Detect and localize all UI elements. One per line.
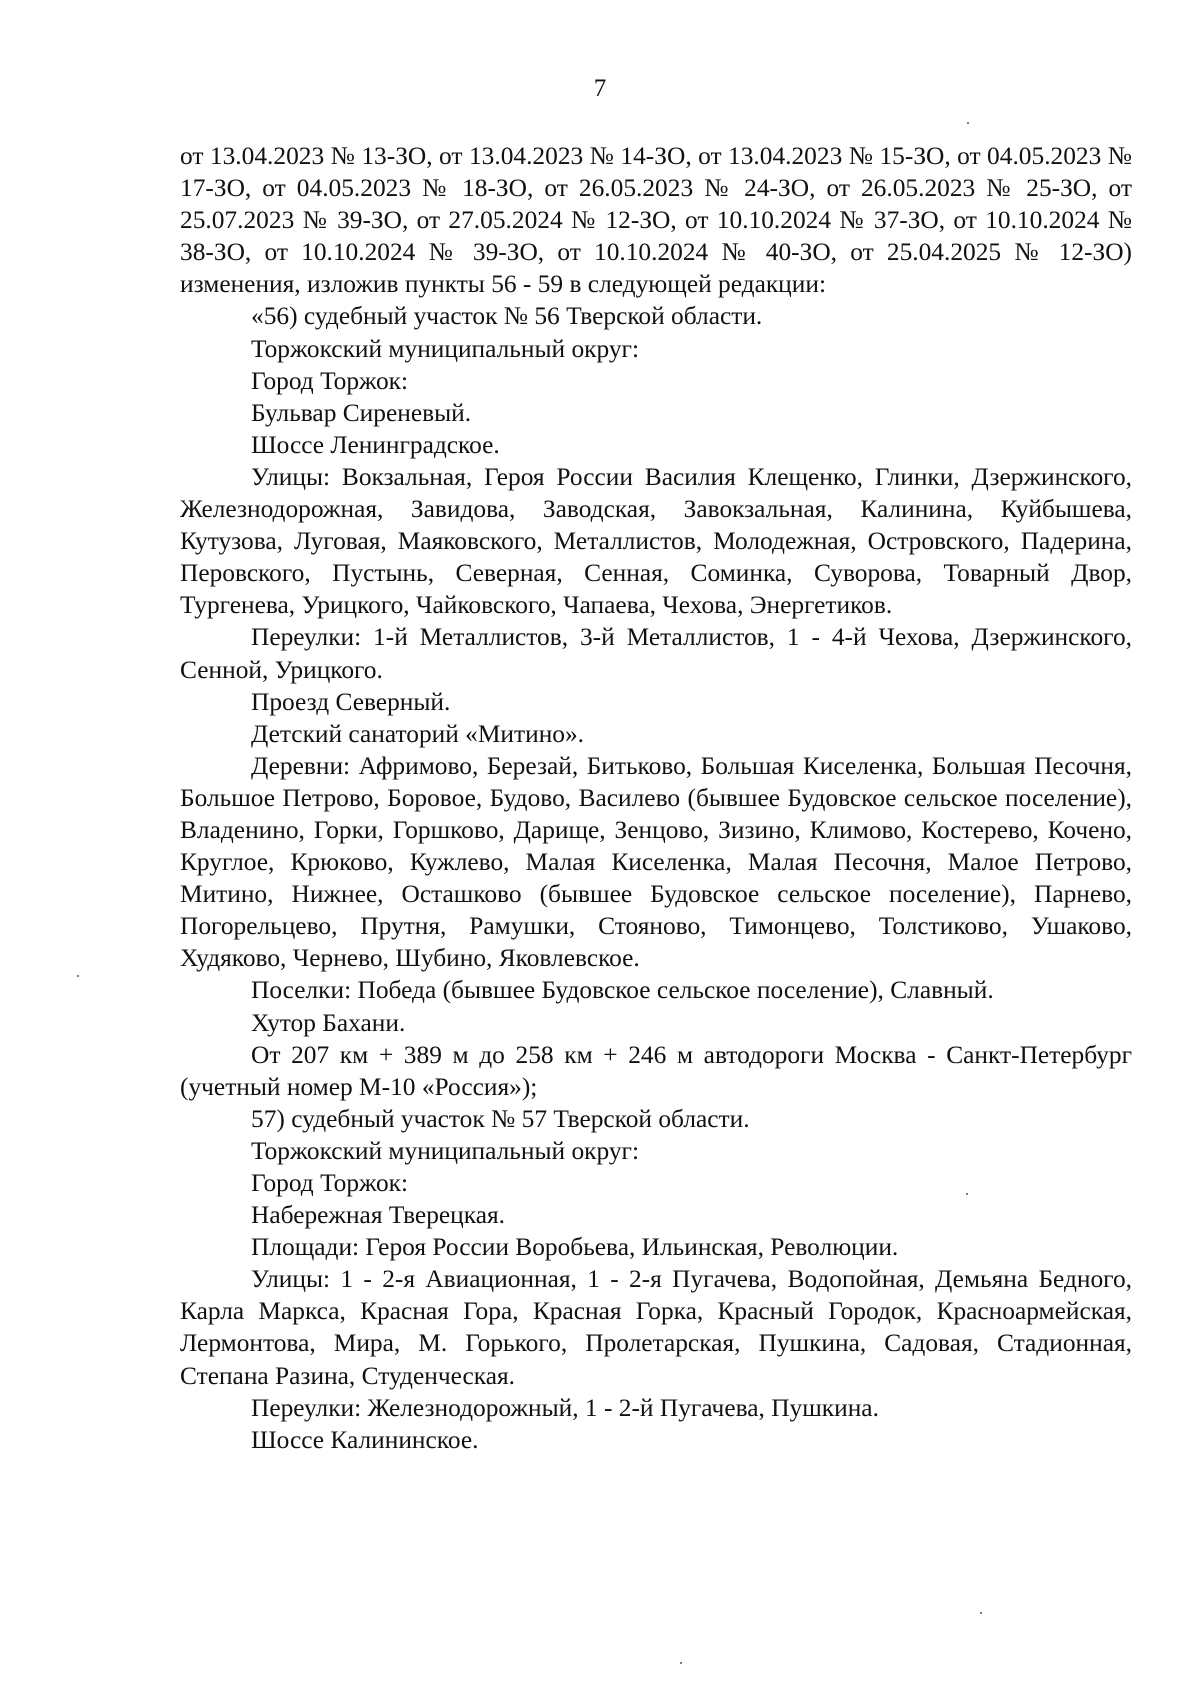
paragraph-57-streets: Улицы: 1 - 2-я Авиационная, 1 - 2-я Пугачева, Водопойная, Демьяна Бедного, Карла Маркса, Красная Гора, Красная Горка, Красный Городок, Красноармейская, Лермонтова, Мира, М. Горького, Пролетарская, Пушкина, Садовая, Стадионная, Степана Разина, Студенческая. (180, 1265, 1132, 1390)
scan-speck (680, 1662, 682, 1664)
scan-speck (966, 1193, 968, 1195)
page-number: 7 (593, 75, 607, 102)
paragraph-57-highway: Шоссе Калининское. (251, 1425, 479, 1454)
paragraph-57-squares: Площади: Героя России Воробьева, Ильинская, Революции. (251, 1233, 899, 1262)
paragraph-56-boulevard: Бульвар Сиреневый. (251, 398, 472, 427)
paragraph-section-56-heading: «56) судебный участок № 56 Тверской области. (251, 302, 763, 331)
paragraph-56-lanes: Переулки: 1-й Металлистов, 3-й Металлистов, 1 - 4-й Чехова, Дзержинского, Сенной, Урицкого. (180, 623, 1132, 684)
paragraph-56-villages: Деревни: Афримово, Березай, Битьково, Большая Киселенка, Большая Песочня, Большое Петрово, Боровое, Будово, Василево (бывшее Будовское сельское поселение), Владенино, Горки, Горшково, Дарище, Зенцово, Зизино, Климово, Костерево, Кочено, Круглое, Крюково, Кужлево, Малая Киселенка, Малая Песочня, Малое Петрово, Митино, Нижнее, Осташково (бывшее Будовское сельское поселение), Парнево, Погорельцево, Прутня, Рамушки, Стояново, Тимонцево, Толстиково, Ушаково, Худяково, Чернево, Шубино, Яковлевское. (180, 751, 1132, 973)
paragraph-56-district: Торжокский муниципальный округ: (251, 334, 640, 363)
paragraph-57-lanes: Переулки: Железнодорожный, 1 - 2-й Пугачева, Пушкина. (251, 1393, 879, 1422)
scan-speck (967, 122, 969, 124)
paragraph-57-city: Город Торжок: (251, 1169, 409, 1197)
paragraph-56-city: Город Торжок: (251, 366, 409, 395)
paragraph-57-district: Торжокский муниципальный округ: (251, 1136, 640, 1165)
paragraph-section-57-heading: 57) судебный участок № 57 Тверской области. (251, 1104, 750, 1133)
paragraph-56-streets: Улицы: Вокзальная, Героя России Василия Клещенко, Глинки, Дзержинского, Железнодорожная, Завидова, Заводская, Завокзальная, Калинина, Куйбышева, Кутузова, Луговая, Маяковского, Металлистов, Молодежная, Островского, Падерина, Перовского, Пустынь, Северная, Сенная, Соминка, Суворова, Товарный Двор, Тургенева, Урицкого, Чайковского, Чапаева, Чехова, Энергетиков. (180, 462, 1132, 620)
paragraph-amendment-intro: от 13.04.2023 № 13-ЗО, от 13.04.2023 № 14-ЗО, от 13.04.2023 № 15-ЗО, от 04.05.2023 № 17-ЗО, от 04.05.2023 № 18-ЗО, от 26.05.2023 № 24-ЗО, от 26.05.2023 № 25-ЗО, от 25.07.2023 № 39-ЗО, от 27.05.2024 № 12-ЗО, от 10.10.2024 № 37-ЗО, от 10.10.2024 № 38-ЗО, от 10.10.2024 № 39-ЗО, от 10.10.2024 № 40-ЗО, от 25.04.2025 № 12-ЗО) изменения, изложив пункты 56 - 59 в следующей редакции: (180, 142, 1132, 299)
scan-speck (980, 1612, 982, 1614)
paragraph-56-highway: Шоссе Ленинградское. (251, 430, 500, 459)
paragraph-56-hamlet: Хутор Бахани. (251, 1008, 406, 1037)
paragraph-56-sanatorium: Детский санаторий «Митино». (251, 719, 585, 748)
document-body (180, 140, 1132, 1456)
paragraph-57-embankment: Набережная Тверецкая. (251, 1201, 506, 1230)
paragraph-56-road-segment: От 207 км + 389 м до 258 км + 246 м автодороги Москва - Санкт-Петербург (учетный номер М-10 «Россия»); (180, 1040, 1132, 1101)
paragraph-56-passage: Проезд Северный. (251, 687, 451, 716)
scan-speck (77, 975, 79, 977)
paragraph-56-settlements: Поселки: Победа (бывшее Будовское сельское поселение), Славный. (251, 976, 994, 1005)
